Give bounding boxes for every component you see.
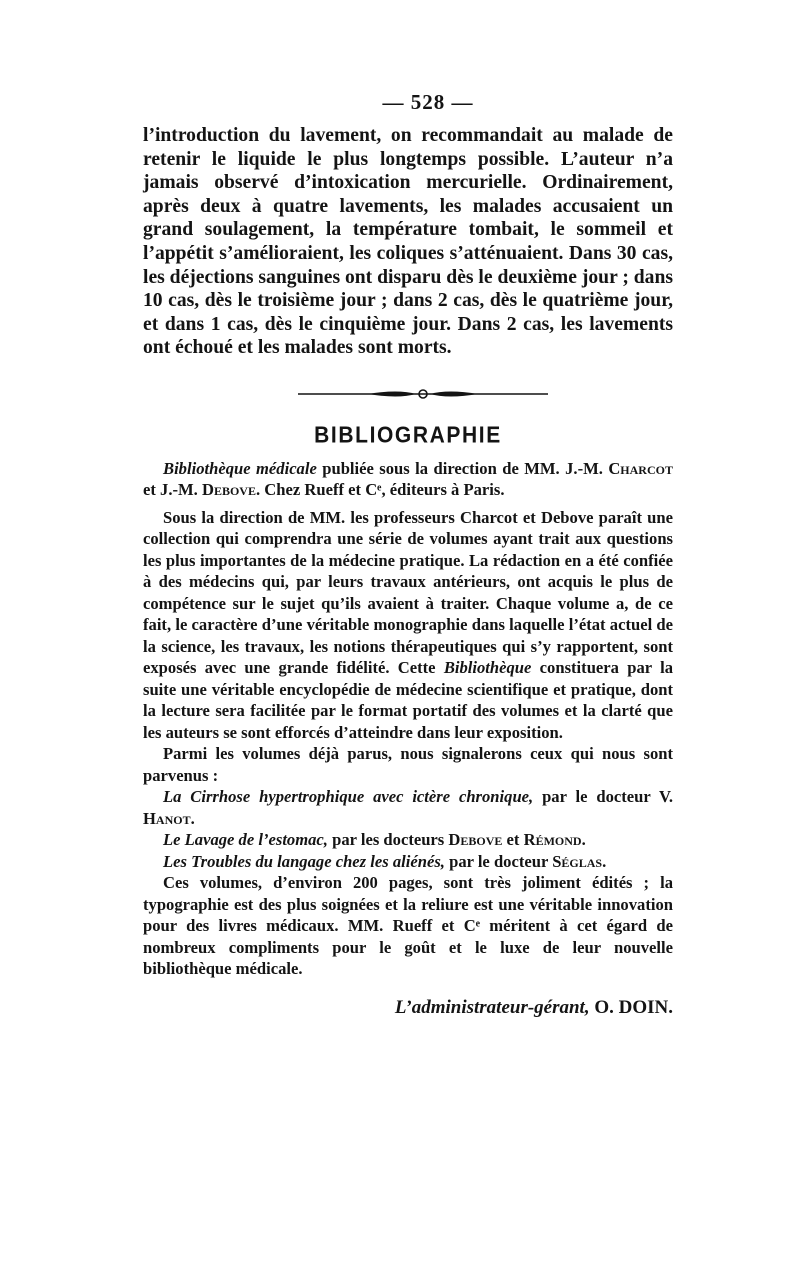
volume-text: par le docteur: [444, 851, 553, 871]
page: [143, 90, 673, 1019]
volume-text: .: [190, 808, 195, 828]
paragraph-italic: Bibliothèque: [443, 658, 532, 678]
volume-title: Le Lavage de l’estomac,: [163, 830, 328, 850]
volume-text: par les docteurs: [327, 830, 449, 850]
volume-text: et: [502, 830, 524, 850]
section-title: BIBLIOGRAPHIE: [314, 422, 502, 449]
entry-title: Bibliothèque médicale: [163, 458, 317, 478]
paragraph: l’introduction du lavement, on recommandait au malade de retenir le liquide le plus longtemps possible. L’auteur n’a jamais observé d’intoxication mercurielle. Ordinairement, après deux à quatre lavements, les malades accusaient un grand soulagement, la température tombait, le sommeil et l’appétit s’amélioraient, les coliques s’atténuaient. Dans 30 cas, les déjections sanguines ont disparu dès le deuxième jour ; dans 10 cas, dès le troisième jour ; dans 2 cas, dès le quatrième jour, et dans 1 cas, dès le cinquième jour. Dans 2 cas, les lavements ont échoué et les malades sont morts.: [143, 125, 673, 359]
ornamental-rule: [173, 384, 673, 404]
volume-item: [143, 786, 673, 829]
volume-text: .: [581, 830, 586, 850]
bibliography: [143, 458, 673, 980]
article-continuation: [143, 124, 673, 360]
paragraph: [143, 507, 673, 744]
paragraph: Ces volumes, d’environ 200 pages, sont très joliment édités ; la typographie est des plus soignées et la reliure est une véritable innovation pour des livres médicaux. MM. Rueff et Cᵉ méritent à cet égard de nombreux compliments pour le goût et le luxe de leur nouvelle bibliothèque médicale.: [143, 873, 673, 979]
entry-heading: [143, 458, 673, 501]
paragraph: Parmi les volumes déjà parus, nous signalerons ceux qui nous sont parvenus :: [143, 744, 673, 785]
author-name: Debove: [448, 830, 503, 850]
signature-name: O. DOIN.: [589, 996, 673, 1018]
author-name: Debove: [201, 480, 256, 500]
page-number: — 528 —: [382, 90, 474, 114]
volume-text: .: [602, 851, 607, 871]
author-name: Séglas: [552, 851, 603, 871]
paragraph-text: Sous la direction de MM. les professeurs Charcot et Debove paraît une collection qui comprendra une série de volumes ayant trait aux questions les plus importantes de la médecine pratique. La rédaction en a été confiée à des médecins qui, par leurs travaux antérieurs, ont acquis le plus de compétence sur le sujet qu’ils avaient à traiter. Chaque volume a, de ce fait, le caractère d’une véritable monographie dans laquelle l’état actuel de la science, les travaux, les notions thérapeutiques qui s’y rapportent, sont exposés avec une grande fidélité. Cette: [143, 507, 673, 678]
entry-text: et J.-M.: [143, 480, 202, 500]
author-name: Charcot: [608, 458, 673, 478]
entry-text: . Chez Rueff et Cᵉ, éditeurs à Paris.: [255, 480, 505, 500]
volume-item: [143, 829, 673, 851]
signature-role: L’administrateur-gérant,: [394, 996, 590, 1018]
volume-text: par le docteur V.: [533, 787, 673, 807]
signature: [143, 997, 673, 1019]
paragraph-text: constituera par la suite une véritable encyclopédie de médecine scientifique et pratique, dont la lecture sera facilitée par le format portatif des volumes et la clarté que les auteurs se sont efforcés d’atteindre dans leur exposition.: [143, 658, 673, 742]
entry-text: publiée sous la direction de MM. J.-M.: [316, 458, 609, 478]
author-name: Hanot: [143, 808, 191, 828]
volume-item: [143, 851, 673, 873]
volume-title: La Cirrhose hypertrophique avec ictère chronique,: [163, 787, 534, 807]
volume-title: Les Troubles du langage chez les aliénés,: [163, 851, 445, 871]
ornament-icon: [298, 387, 548, 401]
author-name: Rémond: [523, 830, 582, 850]
